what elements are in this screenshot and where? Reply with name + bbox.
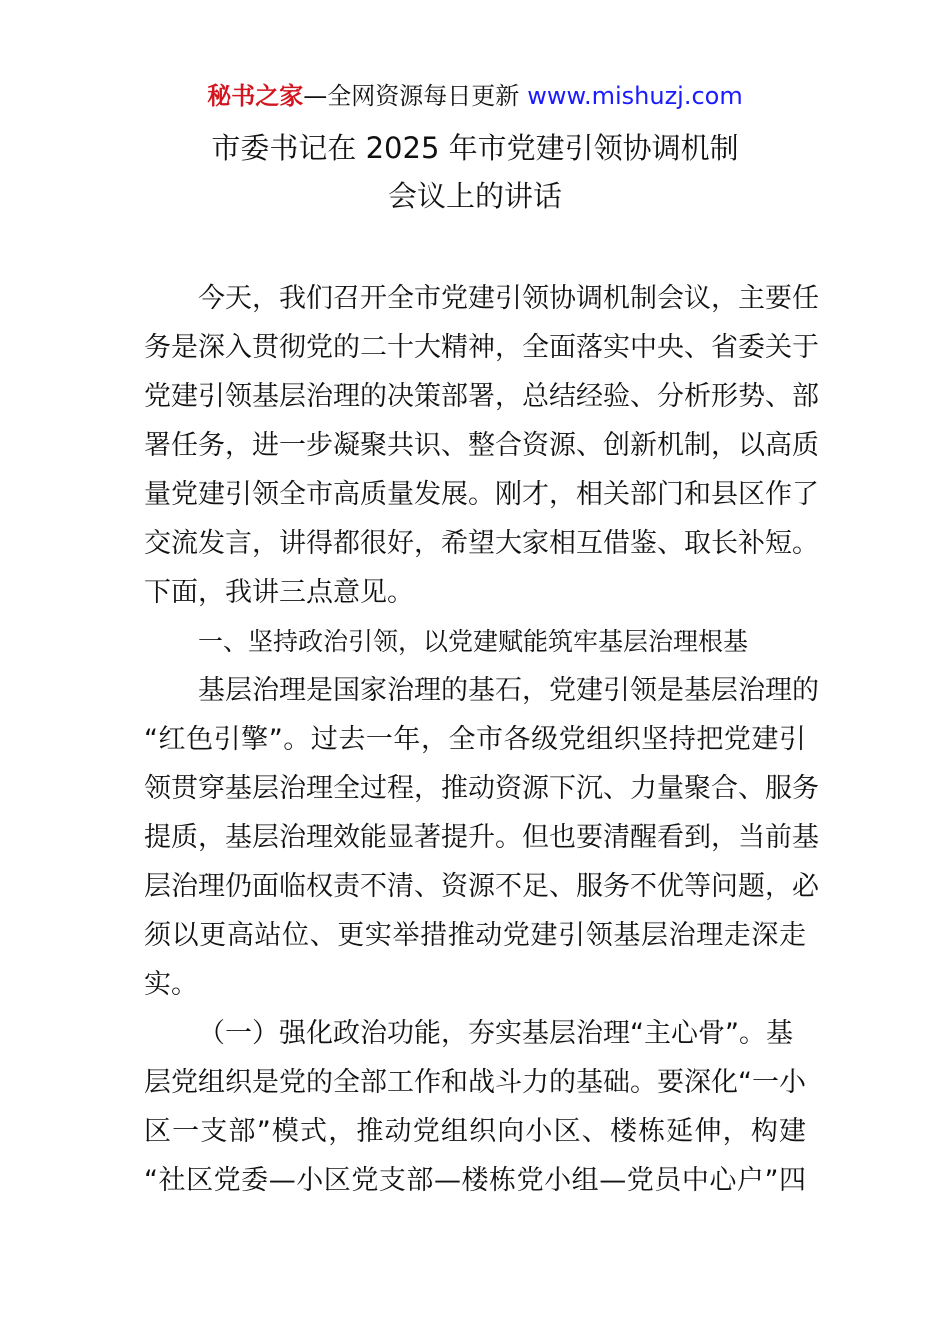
document-body [144,274,819,1205]
body-line: “社区党委—小区党支部—楼栋党小组—党员中心户”四 [144,1165,806,1196]
body-line: 下面，我讲三点意见。 [144,577,414,608]
section-heading: 一、坚持政治引领，以党建赋能筑牢基层治理根基 [198,627,749,656]
body-line: 领贯穿基层治理全过程，推动资源下沉、力量聚合、服务 [144,773,819,804]
body-line: 量党建引领全市高质量发展。刚才，相关部门和县区作了 [144,479,819,510]
site-header [0,80,950,112]
body-line: 提质，基层治理效能显著提升。但也要清醒看到，当前基 [144,822,819,853]
document-title-line-2: 会议上的讲话 [387,179,562,213]
body-line: 区一支部”模式，推动党组织向小区、楼栋延伸，构建 [144,1116,806,1147]
brand-name[interactable]: 秘书之家 [207,82,304,110]
body-line: 基层治理是国家治理的基石，党建引领是基层治理的 [198,675,819,706]
subsection-heading: （一）强化政治功能，夯实基层治理“主心骨”。基 [198,1018,793,1049]
body-line: 党建引领基层治理的决策部署，总结经验、分析形势、部 [144,381,819,412]
header-tagline: —全网资源每日更新 [303,82,520,110]
body-line: 务是深入贯彻党的二十大精神，全面落实中央、省委关于 [144,332,819,363]
body-line: 署任务，进一步凝聚共识、整合资源、创新机制，以高质 [144,430,819,461]
body-line: 交流发言，讲得都很好，希望大家相互借鉴、取长补短。 [144,528,819,559]
body-line: 今天，我们召开全市党建引领协调机制会议，主要任 [198,283,819,314]
document-title-line-1: 市委书记在 2025 年市党建引领协调机制 [211,131,739,165]
body-line: “红色引擎”。过去一年，全市各级党组织坚持把党建引 [144,724,806,755]
site-url-link[interactable]: www.mishuzj.com [527,82,743,110]
body-line: 须以更高站位、更实举措推动党建引领基层治理走深走 [144,920,806,951]
body-line: 层党组织是党的全部工作和战斗力的基础。要深化“一小 [144,1067,806,1098]
body-line: 实。 [144,969,198,1000]
body-line: 层治理仍面临权责不清、资源不足、服务不优等问题，必 [144,871,819,902]
